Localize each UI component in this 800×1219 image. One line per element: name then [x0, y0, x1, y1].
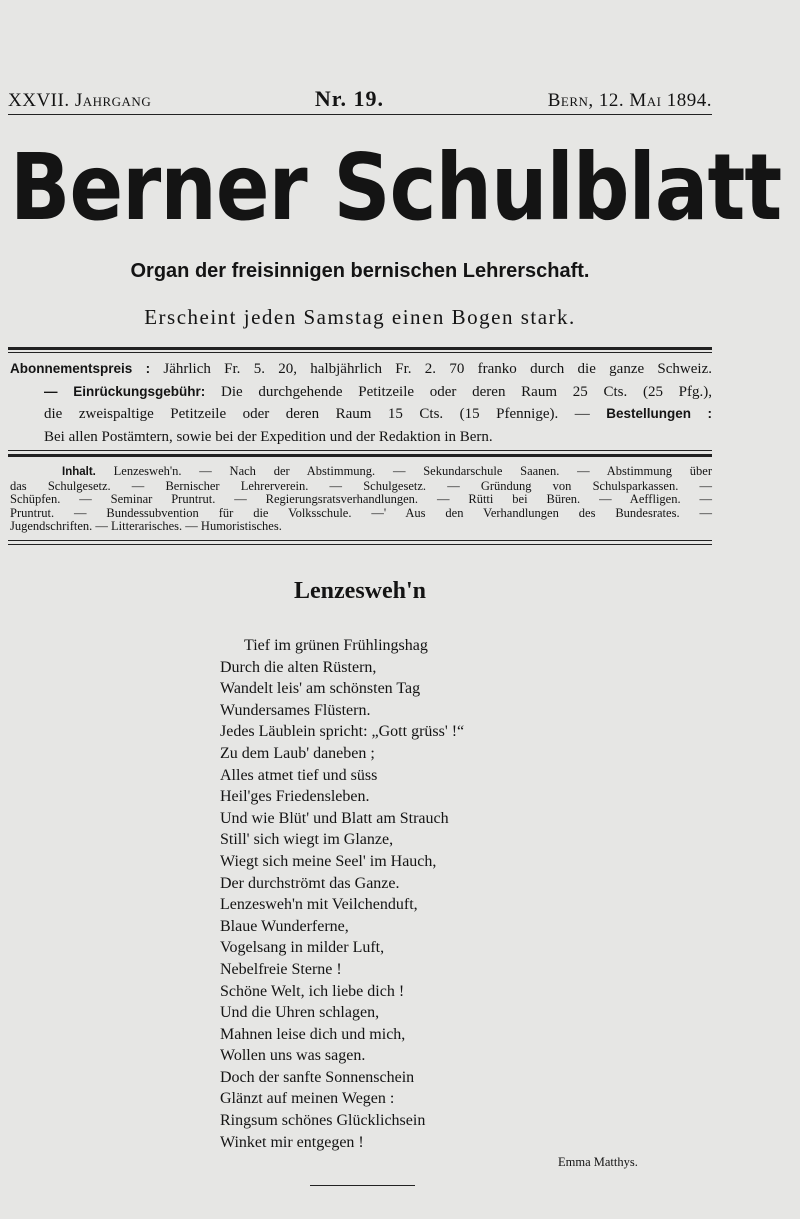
subscription-price-label: Abonnementspreis :: [10, 361, 151, 376]
insertion-fee-text-2: die zweispaltige Petitzeile oder deren Raum 15 Cts. (15 Pfennige). —: [44, 406, 590, 422]
poem-line: Mahnen leise dich und mich,: [220, 1025, 406, 1043]
poem-line: Durch die alten Rüstern,: [220, 658, 377, 676]
poem-line: Wollen uns was sagen.: [220, 1047, 366, 1065]
contents-line: [10, 520, 712, 534]
subscription-line-3: [10, 403, 712, 426]
poem-line: Doch der sanfte Sonnenschein: [220, 1068, 415, 1086]
header-rule: [8, 114, 712, 115]
place-date: Bern, 12. Mai 1894.: [547, 90, 712, 111]
contents-line: [10, 480, 712, 494]
end-rule: [310, 1185, 415, 1186]
insertion-fee-label: — Einrückungsgebühr:: [44, 383, 206, 399]
poem-author: Emma Matthys.: [558, 1155, 638, 1169]
poem-line: Und wie Blüt' und Blatt am Strauch: [220, 809, 449, 827]
subscription-bottom-rule: [8, 454, 712, 457]
issue-number: Nr. 19.: [314, 86, 385, 111]
poem-body: [220, 635, 464, 1153]
poem-line: Schöne Welt, ich liebe dich !: [220, 982, 405, 1000]
contents-bottom-rule-2: [8, 544, 712, 545]
poem-line: Zu dem Laub' daneben ;: [220, 744, 375, 762]
poem-line: Glänzt auf meinen Wegen :: [220, 1090, 395, 1108]
table-of-contents: [10, 465, 712, 534]
contents-label: Inhalt.: [62, 466, 96, 478]
poem-line: Still' sich wiegt im Glanze,: [220, 831, 394, 849]
contents-line: [10, 465, 712, 480]
subscription-price-text: Jährlich Fr. 5. 20, halbjährlich Fr. 2. 70 franko durch die ganze Schweiz.: [163, 361, 712, 377]
poem-line: Vogelsang in milder Luft,: [220, 939, 385, 957]
poem-line: Nebelfreie Sterne !: [220, 960, 342, 978]
volume-label: XXVII. Jahrgang: [8, 90, 152, 111]
subscription-line-2: [10, 381, 712, 404]
poem-line: Tief im grünen Frühlingshag: [244, 637, 428, 654]
subscription-bottom-rule-thin: [8, 450, 712, 451]
contents-bottom-rule: [8, 540, 712, 541]
poem-line: Und die Uhren schlagen,: [220, 1004, 380, 1022]
poem-line: Wandelt leis' am schönsten Tag: [220, 680, 421, 698]
poem-line: Wundersames Flüstern.: [220, 701, 371, 719]
poem-line: Heil'ges Friedensleben.: [220, 788, 370, 806]
contents-text: Schüpfen. — Seminar Pruntrut. — Regierungsratsverhandlungen. — Rütti bei Büren. — Aeffligen. —: [10, 492, 712, 507]
poem-line: Ringsum schönes Glücklichsein: [220, 1112, 426, 1130]
poem-line: Alles atmet tief und süss: [220, 766, 378, 784]
subscription-top-rule: [8, 347, 712, 350]
contents-text: Pruntrut. — Bundessubvention für die Volksschule. —' Aus den Verhandlungen des Bundesrates. —: [10, 505, 712, 520]
contents-text: Jugendschriften. — Litterarisches. — Humoristisches.: [10, 519, 282, 534]
contents-line: [10, 493, 712, 507]
subscription-info: [10, 358, 712, 448]
orders-label: Bestellungen :: [606, 406, 712, 421]
contents-text: Lenzesweh'n. — Nach der Abstimmung. — Sekundarschule Saanen. — Abstimmung über: [113, 464, 712, 478]
masthead-title: Berner Schulblatt: [10, 134, 782, 241]
poem-line: Jedes Läublein spricht: „Gott grüss' !“: [220, 723, 465, 741]
poem-line: Wiegt sich meine Seel' im Hauch,: [220, 852, 437, 870]
subscription-top-rule-thin: [8, 352, 712, 353]
masthead-subtitle: Organ der freisinnigen bernischen Lehrerschaft.: [130, 260, 590, 282]
poem-line: Blaue Wunderferne,: [220, 917, 349, 935]
masthead-tagline: Erscheint jeden Samstag einen Bogen stark.: [144, 305, 576, 329]
poem-line: Winket mir entgegen !: [220, 1133, 364, 1151]
poem-line: Lenzesweh'n mit Veilchenduft,: [220, 896, 418, 914]
contents-line: [10, 507, 712, 521]
insertion-fee-text: Die durchgehende Petitzeile oder deren Raum 25 Cts. (25 Pfg.),: [220, 383, 713, 400]
subscription-line-1: [10, 358, 712, 381]
contents-text: das Schulgesetz. — Bernischer Lehrerverein. — Schulgesetz. — Gründung von Schulsparkassen. —: [10, 478, 712, 493]
issue-header: [8, 86, 712, 112]
orders-text: Bei allen Postämtern, sowie bei der Expedition und der Redaktion in Bern.: [44, 428, 493, 445]
subscription-line-4: [10, 426, 712, 449]
poem-title: Lenzesweh'n: [294, 578, 426, 604]
poem-line: Der durchströmt das Ganze.: [220, 874, 400, 892]
